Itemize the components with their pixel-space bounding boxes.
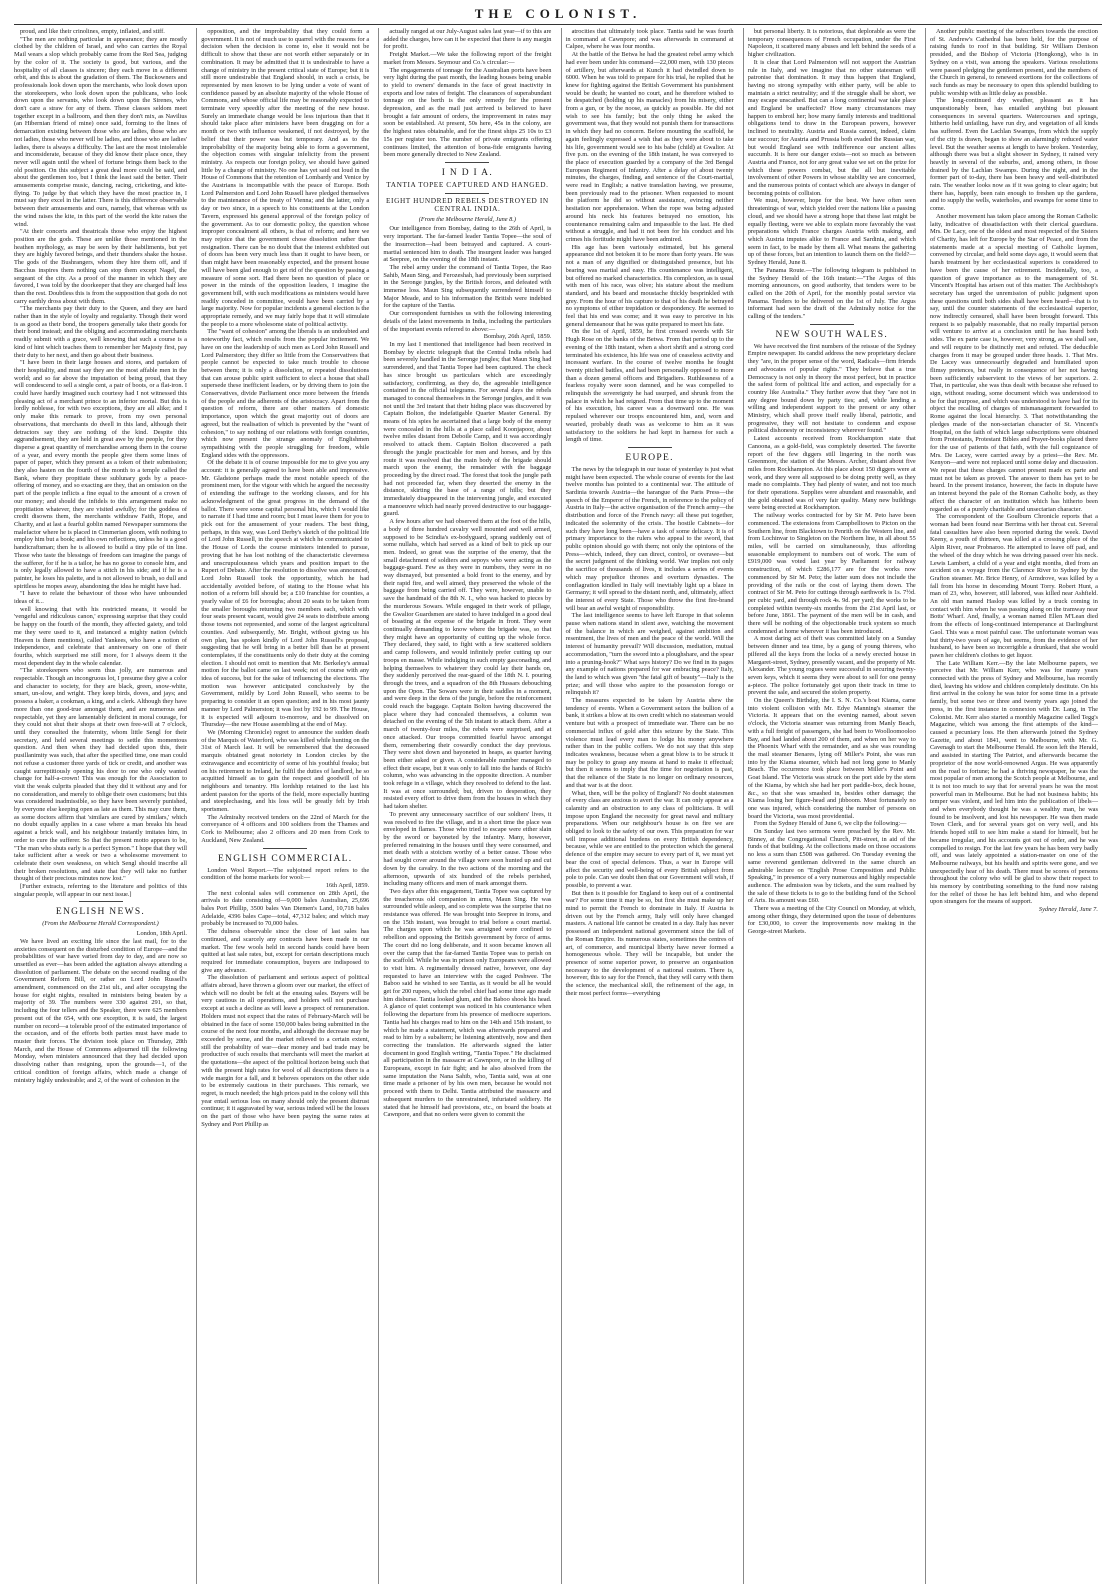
- paragraph: On the Queen's Birthday, the I. S. N. Co.'s boat Kiama, came into violent collision with Mr. Edye Manning's steamer the Victoria. It appears that on the evening named, about seven o'clock, the Victoria steamer was returning from Manly Beach, with a full freight of passengers, she had been to Woolloomooloo Bay, and had landed about 200 of them, and when on her way to the Phoenix Wharf with the remainder, and as she was rounding the mail steamer Benares, lying off Miller's Point, she was run into by the Kiama steamer, which had not long gone to Manly Beach. The occurrence took place between Miller's Point and Goat Island. The Victoria was struck on the port side by the stem of the Kiama, by which she had her port paddle-box, deck house, &c., so that she was smashed in, besides other damage; the Kiama losing her figure-head and jibboom. Most fortunately no one was injured, which considering the number of persons on board the Victoria, was most providential.: [747, 697, 916, 820]
- paragraph: On Sunday last two sermons were preached by the Rev. Mr. Binney, at the Congregational Church, Pitt-street, in aid of the funds of that building. At the collections made on those occasions no less a sum than £508 was gathered. On Tuesday evening the same reverend gentleman delivered in the same church an admirable lecture on "English Prose Composition and Public Speaking," in presence of a very numerous and highly respectable audience. The admission was by tickets, and the sum realised by the sale of these tickets is to go to the building fund of the School of Arts. Its amount was £60.: [747, 828, 916, 905]
- section-subheading: EIGHT HUNDRED REBELS DESTROYED IN CENTRAL INDIA.: [385, 195, 549, 214]
- paragraph: "At their concerts and theatricals those who enjoy the highest position are the gods. These are unlike those mentioned in the heathen mythology, as may be seen by their habiliments, but yet they are highly favored beings, and their thunders shake the house. The gods of the Bushrangers, whom they hire them off, and if Bacchus inspires them nothing can stop them except Nagel, the sergeant of the city. As a proof of the manner in which they are favored, I was told by the doorkeeper that they are charged half less than the rest. Doubtless this is from the supposition that gods do not carry earthly dross about with them.: [14, 228, 187, 305]
- paragraph: "I have to relate the behaviour of those who have unbounded ideas of it...: [14, 590, 187, 606]
- paragraph: London Wool Report.—The subjoined report refers to the condition of the home markets for wool:—: [201, 866, 370, 882]
- paragraph: [Further extracts, referring to the literature and politics of this singular people, will appear in our next issue.]: [14, 883, 187, 898]
- paragraph: The last intelligence seems to have left Europe in that solemn pause when nations stand in silent awe, watching the movement of the balance in which are weighed, against ambition and resentment, the lives of men and the peace of the world. Will the interest of humanity prevail? Will discussion, mediation, mutual accommodation, "turn the sword into a ploughshare, and the spear into a pruning-hook?" What says history? Do we find in its pages any example of nations prepared for war embracing peace? Italy, the land to which was given "the fatal gift of beauty"—Italy is the prize; and will those who aspire to the possession forego or relinquish it?: [565, 612, 734, 697]
- paragraph: well knowing that with his restricted means, it would be 'vengeful and ridiculous canon,' expressing surprise that they could be happy on the fourth of the month, they affected gaiety, and told me they were used to it, and instanced a mighty nation (which Heaven is them mentions), called Yankees, who have a notion of independence, and celebrate that anniversary on one of their fourths, which surprised me still more, for I always deem it the most dependent day in the whole calendar.: [14, 605, 187, 667]
- paragraph: There was a meeting of the City Council on Monday, at which, among other things, they determined upon the issue of debentures for £30,000, to cover the improvements now making in the George-street Markets.: [747, 905, 916, 936]
- paragraph: His age has been variously estimated, but his general appearance did not betoken it to be more than forty years. He was not a man of any dignified or distinguished presence, but his bearing was martial and easy. His countenance was intelligent, but offered no marked characteristics. His complexion, as is usual with men of his race, was olive; his stature about the medium standard, and his beard and moustache thickly besprinkled with grey. From the hour of his capture to that of his death he betrayed no symptoms of either trepidation or despondency. He seemed to feel that his end was come; and it was easy to perceive in his general demeanour that he was quite prepared to meet his fate.: [565, 243, 734, 328]
- paragraph: A most daring act of theft was committed lately on a Sunday between dinner and tea time, by a gang of young thieves, who pilfered all the keys from the locks of a newly erected house in Margaret-street, Sydney, presently vacant, and the property of Mr. Alexander. The young rogues were successful in securing twenty-seven keys, which it seems they were about to sell for one penny a-piece. The police fortunately got upon their track in time to prevent the sale, and secured the stolen property.: [747, 635, 916, 697]
- dateline: Bombay, 26th April, 1859.: [483, 333, 552, 341]
- paragraph: The rebel army under the command of Tantia Topee, the Rao Sahib, Maun Sing, and Ferozeshah, had previously been surprised in the Seronge jungles, by the British forces, and defeated with immense loss. Maun Sing subsequently surrendered himself to Major Meade, and to his information the British were indebted for the capture of the Tantia.: [383, 263, 552, 310]
- paragraph: "The merchants pay their duty to the Queen, and they are hard rather than in the style of loyalty and regularity. Though their word is as good as their bond, the troopers generally take their goods for their bond instead; and the obliging and accommodating merchants readily submit with a grace, well knowing that such a course is a kind of hint which teaches them to remember her Majesty first, pay their duty to her next, and then go about their business.: [14, 305, 187, 359]
- section-divider: [79, 901, 123, 902]
- paragraph: The railway works contracted for by Sir M. Peto have been commenced. The extensions from Campbelltown to Picton on the Southern line, from Blacktown to Penrith on the Western line, and from Lochinvar to Singleton on the Northern line, in all about 55 miles, will be carried on simultaneously, thus affording seasonable employment to numbers out of work. The sum of £919,000 was voted last year by Parliament for railway construction, of which £286,177 are for the works now commenced by Sir M. Peto; the latter sum does not include the providing of the rails or the cost of laying them down. The contract of Sir M. Peto for cuttings through earthwork is 1s. 7½d. per cubic yard, and through rock 4s. 9d. per yard; the works to be completed within twenty-six months from the 21st April last, or before June, 1861. The payment of the men will be in cash, and there will be nothing of the objectionable truck system so much condemned at home wherever it has been introduced.: [747, 512, 916, 635]
- dateline: London, 18th April.: [136, 930, 187, 938]
- paragraph: A few hours after we had observed them at the foot of the hills, a body of three hundred cavalry well mounted and well armed, supposed to be Scindia's ex-bodyguard, sprang suddenly out of some nullahs, which had served as a kind of belt to pick up our men. Indeed, so great was the surprise of the enemy, that the small detachment of soldiers and sepoys who were acting as the baggage-guard. Few as they were in numbers, they were in no way dismayed, but presented a bold front to the enemy, and by their rapid fire, and well aimed, they preserved the whole of the baggage from being carried off. They were, however, unable to save the handmaid of the 8th N. I., who was hacked to pieces by the murderous Sowars. While engaged in their work of pillage, the Gwalior Guardsmen are stated to have indulged in a good deal of boasting at the expense of the brigade in front. They were continually demanding to know where the brigade was, so that they might have an opportunity of cutting up the whole force. They declared, they said, to fight with a few scattered soldiers and camp followers, and would infinitely prefer cutting up our troops en masse. While indulging in such empty gasconading, and helping themselves to whatever they could lay their hands on, they suddenly perceived the rear-guard of the 18th N. I. pouring through the trees, and a squadron of the 8th Hussars debouching upon the Opon. The Sowars were in their saddles in a moment, and were deep in the dens of the jungle, before the reinforcement could reach the baggage. Captain Bolton having discovered the place where they had concealed themselves, a column was detached on the evening of the 5th instant to attack them. After a march of twenty-four miles, the rebels were surprised, and at once attacked. Our troops committed fearful havoc amongst them, remembering their cowardly conduct the day previous. They were shot down and bayoneted in heaps, as quarter having been either asked or given. A considerable number managed to effect their escape, but it was only to fall into the hands of Rich's column, who was advancing in the opposite direction. A number took refuge in a village, which they resolved to defend to the last. It was at once surrounded; but, driven to desperation, they resisted every effort to drive them from the houses in which they had taken shelter.: [383, 518, 552, 811]
- paragraph: On the 1st of April, 1859, he first crossed swords with Sir Hugh Rose on the banks of the Betwa. From that period up to the evening of the 18th instant, when a short shrift and a strong cord terminated his existence, his life was one of ceaseless activity and incessant warfare. In the course of twelve months he fought twenty pitched battles, and had been personally opposed to more than a dozen general officers and Brigadiers. Ruthlessness of a fearless royalty were soon damned, and he was compelled to relinquish the sovereignty he had usurped, and shrunk from the palace in which he had reigned. From that time up to the moment of his execution, his career was a downward one. He was repulsed wherever our troops encountered him, and, worn and wearied, probably death was as welcome to him as it was satisfactory to the soldiers he had kept in harness for such a length of time.: [565, 328, 734, 444]
- paragraph: The Late William Kerr.—By the late Melbourne papers, we perceive that Mr. William Kerr, who was for many years connected with the press of Sydney and Melbourne, has recently died, leaving his widow and children completely destitute. On his first arrival in the colony he was tutor for some time in a private family, but some two or three and twenty years ago joined the press, in the first instance in connexion with Dr. Lang, in The Colonist. Mr. Kerr also started a monthly Magazine called Tegg's Magazine, which was among the first attempts of the kind—caused a pecuniary loss. He then afterwards joined the Sydney Gazette, and about 1841, went to Melbourne, with Mr. G. Cavenagh to start the Melbourne Herald. He soon left the Herald, and assisted in starting The Patriot, and afterwards became the proprietor of the now world-renowned Argus. He was apparently on the road to fortune; he had a thriving newspaper, he was the most popular of men among the Scotch people at Melbourne, and it is not too much to say that for several years he was the most powerful man in Melbourne. But he had not business habits; his temper was violent, and led him into the publication of libels—and when everybody thought he was a wealthy man, he was found to be insolvent, and lost his newspaper. He was then made Town Clerk, and for several years got on very well, and his friends hoped still to see him make a stand for himself, but he became irregular, and his accounts got out of order, and he was compelled to resign. For the last few years he has been very badly off, and was lately appointed a station-master on one of the Melbourne railways, but his health and spirits were gone, and we unexpectedly hear of his death. There must be scores of persons throughout the colony who will be glad to show their respect to his memory by contributing something to the fund now raising for the relief of those he has left behind him, and who depend upon strangers for the means of support.: [929, 659, 1098, 906]
- dateline: 16th April, 1859.: [325, 881, 370, 889]
- paragraph: What, then, will be the policy of England? No doubt statesmen of every class are anxious to avert the war. It can only appear as a calamity and an obstruction to any class of politicians. It will impose upon England the necessity for great naval and military preparations. When our neighbour's house is on fire we are obliged to look to the safety of our own. This preparation for war will impose additional burdens on every British dependency, because, while we are entitled to the protection which the general defence of the empire may secure to every part of it, we must yet bear the cost of special defences. Thus, a war in Europe will affect the security and well-being of every British subject from pole to pole. Can we doubt then that our Government will wish, if possible, to prevent a war.: [565, 789, 734, 889]
- paragraph: It is clear that Lord Palmerston will not support the Austrian rule in Italy, and we imagine that no other statesman will patronise that domination. It may thus happen that England, having no strong sympathy with either party, will be able to maintain a strict neutrality; and if the struggle shall be short, we may escape unscathed. But can a long continental war take place and England be unaffected? How many circumstances may happen to embroil her; how many family interests and traditional obligations tend to draw in the European powers, however inclined to neutrality. Austria and Russia cannot, indeed, claim our succour; for Austria and Prussia both evaded the Russian war, but would England see with indifference our ancient allies succumb. It is here our danger exists—not so much as between Austria and France, not for any great value we set on the prize for which these powers combat, but the all but inevitable involvement of other Powers in whose stability we are concerned, and the numerous points of contact which are always in danger of becoming points of collision.: [747, 58, 916, 197]
- paragraph: The correspondent of the Goulburn Chronicle reports that a woman had been found near Berrima with her throat cut. Several fatal casualties have also been reported during the week. David Keeny, a youth of thirteen, was killed at a crossing place of the Alpin River, near Probnaroo. He attempted to leave off pad, and the wheel of the dray which he was driving passed over his neck. Lewis Lambert, a child of a year and eight months, died from an accident on a voyage from the Clarence River to Sydney by the Grafton steamer. Mr. Brice Henry, of Armdrove, was killed by a fall from his horse in descending Mount Torry. Robert Hunt, a man of 23, who, however, still labored, was killed near Ashfield. An old man named Haslop was killed by a truck coming in contact with him when he was passing along on the tramway near Botts' Wharf. And, finally, a woman named Ellen M'Lean died from the effects of long-continued intemperance at Darlinghurst Gaol. This was a most painful case. The unfortunate woman was but thirty-two years of age, but seems, from the evidence of her husband, to have been so incorrigible a drunkard, that she would pawn her children's clothes to get liquor.: [929, 513, 1098, 659]
- section-divider: [445, 193, 489, 194]
- paragraph: The dissolution of parliament and serious aspect of political affairs abroad, have thrown a gloom over our market, the effect of which will no doubt be felt at the ensuing sales. Buyers will be very cautious in all operations, and holders will not purchase except at such a decline as will leave a prospect of remuneration. Holders must not expect that the rates of February-March will be obtained in the face of some 150,000 bales being submitted in the course of the next four months, and although the decrease may be exceeded by some, and the market relieved to a certain extent, still the probability of war—dear money and bad trade may be productive of such results that merchants will meet the market at the quotations—the aspect of the political horizon being such that with the present high rates for wool of all descriptions there is a wide margin for a fall, and it behoves operators on the other side to be extremely cautious in their purchases. This remark, we regret, is much needed; the high prices paid in the colony will this year entail serious loss on many should only the present distrust continue; it it aggravated by war, serious indeed will be the losses on the part of those who have been paying the same rates at Sydney and Port Phillip as: [201, 974, 370, 1128]
- article-columns: [14, 28, 1102, 1584]
- paragraph: Freight Market.—We take the following report of the freight market from Messrs. Seymour and Co.'s circular:—: [383, 51, 552, 66]
- paragraph: We must, however, hope for the best. We have often seen threatenings of war, which yielded over the nations like a passing cloud, and we should have a strong hope that these last might be equally fleeting, were we able to explain more favorably the vast preparations which France charges Austria with making, and which Austria imputes alike to France and Sardinia, and which seem in fact, to be made by them all. What means the gathering up of these forces, but an intention to launch them on the field?—Sydney Herald, June 8.: [747, 197, 916, 267]
- news-column-1: [14, 28, 191, 1584]
- section-divider: [810, 324, 854, 325]
- paragraph: The Admiralty received tenders on the 22nd of March for the conveyance of 4 officers and 100 soldiers from the Thames and Cork to Melbourne; also 2 officers and 20 men from Cork to Auckland, New Zealand.: [201, 813, 370, 844]
- paragraph: "The storekeepers who seem thus jolly, are numerous and respectable. Though an incongruous lot, I presume they give a color and character to society, for they are black, green, snow-white, smart, un-slow, and wright. They keep birds, doves, and jays; and possess a baker, a cookman, a king, and a clerk. Although they have more than one good-true amongst them, and are numerous and respectable, yet they are lamentably deficient in moral courage, for they could not shut their shops at their own free-will at 7 o'clock, until they consulted the fraternity, whom little Sengl for their secretary, and held several meetings to settle this momentous question. And then when they had decided upon this, their pusillanimity was such, that after the specified time, one man could not refuse a customer three yards of tick or credit, and another was caught surreptitiously opening his door to one who only wanted change for half-a-crown! This was enough for the Association to visit the weak culprits pleaded that they did it without any and for no consideration, and merely to oblige their own customers; but this was considered inadmissible, so they have been severely punished, by everyone else keeping open as late as them. This may cure them, as some doctors affirm that 'similars are cured by similars,' which no doubt equally applies in a case where a man breaks his head against a brick wall, and his neighbour instantly imitates him, in order to cure the sufferer. So that the present motto appears to be, "The man who shuts early is a perfect Symon." I hope that they will take sufficient after a week or two a wholesome movement to celebrate their own weakness, on which Sengl should inscribe all their broken resolutions, and state that they will take no further thought of their precious minutes now lost.": [14, 667, 187, 883]
- paragraph: The measures expected to be taken by Austria shew the tendency of events. When a Government seizes the bullion of a bank, it strikes a blow at its own credit which no statesman would venture but with a prospect of immediate war. There can be no commercial influx of gold after this seizure by the State. This violence must lead every man to lodge his money anywhere rather than in the public coffers. We do not say that this step indicates weakness, because when a great blow is to be struck it may be policy to grasp any means at hand to make it effectual; but then it seems to imply that the time for negotiation is past, that the reliance of the State is no longer on ordinary resources, and that war is at the door.: [565, 697, 734, 789]
- section-heading: EUROPE.: [625, 452, 674, 463]
- section-divider: [445, 162, 489, 163]
- paragraph: The dulness observable since the close of last sales has continued, and scarcely any contracts have been made in our market. The few wools held in second hands could have been quitted at last sale rates, but, except for certain descriptions much required for immediate consumption, buyers are indisposed to give any advance.: [201, 928, 370, 974]
- paragraph: At the battle of the Betwa he had the greatest rebel army which had ever been under his command—22,000 men, with 130 pieces of artillery, but afterwards at Kunch it had dwindled down to 6000. When he was told to prepare for his trial, he replied that he knew for fighting against the British Government his punishment would be death; he wanted no court, and he therefore wished to be despatched (holding up his manacles) from his misery, either from a gun, or by the noose, as quickly as possible. He did not wish to see his family; but the only thing he asked the government was, that they would not punish them for transactions in which they had no concern. Before mounting the scaffold, he again feelingly expressed a wish that as they were about to take his life, government would see to his babe (child) at Gwalior. At five p.m. on the evening of the 18th instant, he was conveyed to the place of execution guarded by a company of the 3rd Bengal European Regiment of Infantry. After a delay of about twenty minutes, the charges, finding, and sentence of the Court-martial, were read in English; a native translation having, we presume, been previously read to the prisoner. When requested to mount the platform he did so without assistance, evincing neither hesitation nor apprehension. When the rope was being adjusted around his neck his features betrayed no emotion, his countenance remaining calm and impassible to the last. He died without a struggle, and had it not been for his conduct and his crimes his fortitude might have been admired.: [565, 51, 734, 243]
- paragraph: The engagements of tonnage for the Australian ports have been very light during the past month, the leading houses being unable to yield to owners' demands in the face of great inactivity in exports and low rates of freight. The clearances of superabundant tonnage on the berth is the only remedy for the present depression, and as the mail just arrived is believed to have brought a fair amount of orders, the improvement in rates may soon be established. At present, 50s here, 45s in the colony, are the highest rates obtainable, and for the finest ships 25 10s to £3 15s per register ton. The number of private emigrants offering continues limited, the attention of bona-fide emigrants having been more generally directed to New Zealand.: [383, 66, 552, 159]
- news-column-5: [743, 28, 920, 1584]
- paragraph: The long-continued dry weather, pleasant as it has unquestionably been, has entailed anything but pleasant consequences in several quarters. Watercourses and springs, hitherto held unfailing, have run dry, and vegetation of all kinds has suffered. Even the Lachlan Swamps, from which the supply of the city is drawn, began to show an alarmingly reduced water level. But the weather seems at length to have broken. Yesterday, although there was but a slight shower in Sydney, it rained very heavily in several of the suburbs, and, among others, in those drained by the Lachlan Swamps. During the night, and in the former part of to-day, there has been heavy and well-distributed rain. The weather looks now as if it was going to clear again; but there has, happily, been rain enough to freshen up the gardens, and to supply the wells, waterholes, and swamps for some time to come.: [929, 97, 1098, 213]
- section-heading: I N D I A.: [441, 167, 493, 178]
- paragraph: The Panama Route.—The following telegram is published in the Sydney Herald of the 16th instant:—"The Argus of this morning announces, on good authority, that tenders were to be called on the 20th of April, for the monthly postal service via Panama. Tenders to be delivered on the 1st of July. The Argus informant had seen the draft of the Admiralty notice for the calling of the tenders.": [747, 266, 916, 321]
- paragraph: Latest accounts received from Rockhampton state that Canoona, as a gold-field, was completely deserted. The favorite report of the few diggers still lingering in the north was Greenmore, the station of the Messrs. Archer, distant about five miles from Rockhampton. At this place about 150 diggers were at work, and they were all supposed to be doing pretty well, as they made no complaints. They had plenty of water, and not too much for their operations. Supplies were abundant and reasonable, and the gold obtained was of very fair quality. Many new buildings were being erected at Rockhampton.: [747, 435, 916, 512]
- paragraph: Our intelligence from Bombay, dating to the 26th of April, is very important. The far-famed leader Tantia Topee—the soul of the insurrection—had been betrayed and captured. A court-martial sentenced him to death. The insurgent leader was hanged at Seepree, on the evening of the 18th instant.: [383, 225, 552, 264]
- source-signature: Sydney Herald, June 7.: [1038, 906, 1098, 914]
- section-heading: ENGLISH COMMERCIAL.: [217, 853, 353, 864]
- paragraph: "The men are nothing particular in appearance; they are mostly clothed by the children of Israel, and who can carries the Royal Mail wears a slop which probably came from the Red Sea, judging by the color of it. The society is good, but various, and the hospitality of all classes is sincere; they each move in a different orbit, and this is about the gradation of them. The Buckowners and professionals look down upon the merchants, who look down upon the storekeepers, who look down upon the publicans, who look down upon the servants, who look down upon the Sirenes, who don't care a straw for any of them. These classes seldom meet together except in a ballroom, and then they don't mix, as Navilius (an Hibernian friend of mine) once said, forming to the lines of demarcation existing between those who are ladies, those who are not ladies, those who never will be ladies, and those who are ladies' ladies, there is always a difficulty. The last are the most intolerable and inconsiderate, because of they did know their place once, they never will again until the wheel of fortune brings them back to the old position. On this subject a great deal more could be said, and about the gentlemen too, but I think the least said the better. Their amusements comprise music, dancing, racing, cricketing, and kite-flying. To judge by that which they have the most practice in, I must say they excel in the latter. There is this difference observable between their amusements and ours, namely, that whereas with us the wind raises the kite, in this part of the world the kite raises the wind.: [14, 35, 187, 228]
- source-byline: (From the Melbourne Herald Correspondent.): [42, 920, 159, 928]
- paragraph: The "want of cohesion" among the liberals is an undoubted and noteworthy fact, which results from the popular incitement. We have on one the leadership of such men as Lord John Russell and Lord Palmerston; they differ so little from the Conservatives that people cannot be expected to take much trouble to choose between them; it is only a dissolution, or repeated dissolutions that can arouse public spirit sufficient to elect a house that shall supersede these inefficient leaders, or by driving them to join the Conservatives, divide Parliament once more between the friends of the people and the adherents of the aristocracy. Apart from the question of reform, there are other matters of domestic importance, upon which the great majority out of doors are agreed, but the realisation of which is prevented by the "want of cohesion," to say nothing of our relations with foreign countries, which now present the strange anomaly of Englishmen sympathising with the people struggling for freedom, while England sides with the oppressors.: [201, 328, 370, 459]
- paragraph: Another movement has taken place among the Roman Catholic laity, indicative of dissatisfaction with their clerical guardians. Mrs. De Lacy, one of the oldest and most respected of the Sisters of Charity, has left for Europe by the Star of Peace, and from the statements made at a special meeting of Catholic laymen, convened by circular, and held some days ago, it would seem that harsh treatment by her ecclesiastical superiors is considered to have been the cause of her retirement. Incidentally, too, a question of grave importance as to the management of St. Vincent's Hospital has arisen out of this matter. The Archbishop's secretary has urged the unremission of public judgment upon these questions until both sides shall have been heard—that is to say, until the counter statements of the ecclesiastical superior, now indirectly censured, shall have been brought forward. This request is so palpably reasonable, that no really impartial person will venture to arrive at a conclusion until he has heard both sides. The ex parte case is, however, very strong, as we shall see, and will require to be distinctly met and refuted. The deducible charges from it may be grouped under three heads. 1. That Mrs. De Lacey was unnecessarily degraded and humiliated upon flimsy pretences, but really in consequence of her not having been sufficiently subservient to the views of her superiors. 2. That, in particular, she was thus dealt with because she refused to sign, without reading, some document which was understood to be for that purpose, and which was understood to have had for its object the recalling of charges of mismanagement forwarded to Rome against the local hierarchy. 3. That notwithstanding the pledges made of the non-sectarian character of St. Vincent's Hospital, on the faith of which large subscriptions were obtained from Protestants, Protestant Bibles and Prayer-books placed there for the use of patients of that faith, with the full cognizance of Mrs. De Lacey, were carried away by a priest—the Rev. Mr. Kenyon—and were not replaced until some delay and discussion. We repeat that these charges cannot present made ex parte and must not be taken as proved. The answer to them has yet to be heard. In the present instance, however, the facts in dispute have an interest beyond the pale of the Roman Catholic body, as they affect the character of an institution which has hitherto been regarded as of a purely charitable and unsectarian character.: [929, 212, 1098, 513]
- masthead-title: THE COLONIST.: [474, 6, 642, 21]
- news-column-4: [561, 28, 738, 1584]
- paragraph: We (Morning Chronicle) regret to announce the sudden death of the Marquis of Waterford, who was killed while hunting on the 31st of March last. It will be remembered that the deceased marquis obtained great notoriety in London circles by the extravagance and eccentricity of some of his youthful freaks; but on his retirement to Ireland, he fulfil the duties of landlord, he so acquitted himself as to gain the respect and goodwill of his neighbours and tenantry. His lordship retained to the last his ardent passion for the sports of the field, more especially hunting and steeplechasing, and his loss will be greatly felt by Irish sportsmen.: [201, 728, 370, 814]
- paragraph: Another public meeting of the subscribers towards the erection of St. Andrew's Cathedral has been held, for the purpose of raising funds to roof in that building. Sir William Denison presided, and the Bishop of Victoria (Hongkong), who is in Sydney on a visit, was among the speakers. Various resolutions were passed pledging the gentlemen present, and the members of the Church in general, to renewed exertions for the collections of such funds as may be necessary to open this splendid building to public worship with as little delay as possible.: [929, 28, 1098, 97]
- paragraph: From the Sydney Herald of June 6, we clip the following:—: [753, 820, 907, 828]
- section-heading: NEW SOUTH WALES.: [775, 329, 889, 340]
- paragraph: opposition, and the improbability that they could form a government. It is not of much use to quarrel with the reasons for a decision when the decision is come to, else it would not be difficult to show that these are not worth either separately or in combination. It may be admitted that it is undesirable to have a change of ministry in the present critical state of Europe; but it is still more undesirable that England should, in such a crisis, be represented by men known to be lying under a vote of want of confidence passed by an absolute majority of the whole House of Commons, and whose official life may be reasonably expected to terminate very speedily after the meeting of the new house. Surely an immediate change would be less injurious than that it should take place after ministers have been dragging on for a month or two with influence weakened, if not destroyed, by the belief that their power was but temporary. And as to the improbability of the majority being able to form a government, the objection comes with singular infelicity from the present ministry. As respects our foreign policy, we should have gained little by a change of ministry. No one has yet said out loud in the House of Commons that the retention of Lombardy and Venice by the Austrians is incompatible with the peace of Europe. Both Lord Palmerston and Lord John Russell have pledged themselves to the maintenance of the treaty of Vienna; and the latter, only a day or two since, in a speech to his constituents at the London Tavern, expressed his general approval of the foreign policy of the government. As to our domestic policy, the question whose improper concealment all others, is that of reform; and here we may rejoice that the government chose dissolution rather than resignation. There can be no doubt that the interest exhibited out of doors has been very much less than it ought to have been, or than might have been reasonably expected, and the present house will have been glad enough to get rid of the question by passing a measure of some sort. Had there been no question of place or power in the minds of the opposition leaders, I imagine the government bill, with such modifications as ministers would have readily conceded in committee, would have been carried by a large majority. Now for popular incidents a general election is the appropriate remedy, and we may fairly hope that it will stimulate the people to a more wholesome state of political activity.: [201, 28, 370, 328]
- paragraph: proud, and like their crinolines, empty, inflated, and stiff.: [20, 28, 165, 35]
- section-heading: ENGLISH NEWS.: [55, 907, 146, 918]
- masthead-rule: [14, 24, 1102, 25]
- paragraph: actually ranged at our July-August sales last year—if to this are added the charges, how can it be expected that there is any margin for profit.: [383, 28, 552, 51]
- paragraph: In my last I mentioned that intelligence had been received in Bombay by electric telegraph that the Central India rebels had been severely handled in the Seronge jungles; that Maun Sing had surrendered, and that Tantia Topee had been captured. The check has since brought us particulars which are exceedingly satisfactory, confirming, as they do, the agreeable intelligence contained in the official telegrams. For several days the rebels managed to conceal themselves in the Seronge jungles, and it was not until the 3rd instant that their hiding place was discovered by Captain Bolton, the indefatigable Quarter Master General. By means of his spies he ascertained that a large body of the enemy were concealed in the hills at a place called Koonjapoor, about twelve miles distant from Deboile Camp, and it was accordingly resolved to attack them. Captain Bolton discovered a path through the jungle practicable for men and horses, and by this route it was resolved that the main body of the brigade should march upon the enemy, the remainder with the baggage proceeding by the direct road. The forest that took the jungle path had not proceeded far, when they deserted the enemy in the distance, skirting the base of a range of hills; but they immediately disappeared in the intervening jungle, and executed a manoeuvre which had nearly proved destructive to our baggage-guard.: [383, 340, 552, 518]
- news-column-6: [925, 28, 1102, 1584]
- paragraph: But then is it possible for England to keep out of a continental war? For some time it may be so, but first she must make up her mind to permit the French to dominate in Italy. If Austria is driven out by the French army, Italy will only have changed masters. A national life cannot be created in a day. Italy has never possessed an independent national government since the fall of the Roman Empire. Its numerous states, sometimes the centres of art, of commerce, and municipal liberty have never formed a homogeneous whole. They will be incapable, but under the presence of some superior power, to preserve an organisation necessary to the development of a national custom. There is, however, this to say for the French, that they will carry with them the science, the mechanical skill, the refinement of the age, in their most perfect forms—everything: [565, 889, 734, 997]
- paragraph: The news by the telegraph in our issue of yesterday is just what might have been expected. The whole course of events for the last twelve months has pointed to a continental war. The attitude of Sardinia towards Austria—the harangue of the Paris Press—the speech of the Emperor of the French, in reference to the policy of Austria in Italy—the active organisation of the French army—the distribution and force of the French navy: all these put together, indicated the solemnity of the crisis. The hostile Cabinets—for such they have long been—have a task of some delicacy. It is of primary importance to the rulers who appeal to the sword, that public opinion should go with them; not only the opinions of the Press—which, indeed, they can direct, control, or overawe—but the secret judgment of the thinking world. War implies not only the sacrifice of thousands of lives, it includes a series of events which may prejudice thrones and overturn dynasties. The conflagration kindled in Italy will inevitably light up a blaze in Germany; it will spread to the distant north, and, ultimately, affect the interest of every State. Those who throw the first fire-brand will bear an awful weight of responsibility.: [565, 465, 734, 612]
- section-divider: [263, 848, 307, 849]
- source-byline: (From the Melbourne Herald, June 8.): [418, 215, 516, 223]
- paragraph: but personal liberty. It is notorious, that deplorable as were the temporary consequences of French occupation, under the First Napoleon, it scattered many abuses and left behind the seeds of a higher civilization.: [747, 28, 916, 59]
- paragraph: We have lived an exciting life since the last mail, for to the anxieties consequent on the disturbed condition of Europe—and the probabilities of war have varied from day to day, and are now so unsettled as ever—has been added the agitation always attending a dissolution of parliament. The debate on the second reading of the Government Reform Bill, or rather on Lord John Russell's amendment, commenced on the 21st ult., and after occupying the house for eight nights, resulted in ministers being beaten by a majority of 39. The numbers were 330 against 291, so that, including the four tellers and the Speaker, there were 625 members present out of the 654, with one exception, it is said, the largest number on record—a tolerable proof of the estimated importance of the occasion, and of the efforts both parties must have made to muster their forces. The division took place on Thursday, 28th March, and the House of Commons adjourned till the following Monday, when ministers announced that they had decided upon dissolving rather than resigning, upon the grounds—1, of the critical condition of foreign affairs, which made a change of ministry highly undesirable; and 2, of the want of cohesion in the: [14, 937, 187, 1084]
- paragraph: "I have been in their large houses and stores, and partaken of their hospitality, and must say they are the most affable men in the world; and so far above the imputation of being proud, that they will condescend to sell a single cent, a pair of boots, or a flat-iron. I could have hardly imagined such courtesy had I not witnessed this pleasing act of a merchant prince to an inferior mortal. But this is lordly noblesse, for with two exceptions, they are all alike; and I only make this remark to prove, from my own personal observations, that merchants do dwell in this land, although their detractors say they are nothing of the kind. Despite this aggrandisement, they are held in great awe by the people, for they disperse a great quantity of merchandise among them in the course of a year, and every month the people give them some lines of paper of paper, which they present as a token of their submission; they also hasten on the fourth of the month to a temple called the Bank, where they propitiate these sublunary gods by a peace-offering of money, and so exacting are they, that an omission on the part of the people inflicts a fine equal to the amount of a crown of our money; and should the infidels to this arrangement make no propitiation whatever, they are visited awfully; for the goddess of credit disowns them, the merchants withdraw Faith, Hope, and Charity, and at last a fearful goblin named Newspaper summons the malefactor where he is placed in Cimmerian gloom, with nothing to employ him but a book; and his own reflections, unless he is a good handicraftsman; then he is allowed to build a tiny pile of tin line. Those who taste the blessings of freedom can imagine the pangs of the sufferer, for if he is a tailor, he has no goose to console him, and is only legally allowed to have a stitch in his side; and if he is a painter, he loses his palette, and is not allowed to brush, so dull and spiritless he mopes away, abandoning the idea he might have had.: [14, 359, 187, 590]
- paragraph: Two days after this engagement, Tantia Topee was captured by the treacherous old companion in arms, Maun Sing. He was surrounded while asleep, and so complete was the surprise that no resistance was offered. He was brought into Seepree in irons, and on the 15th instant, was brought to trial before a court martial. The charges upon which he was arraigned were confined to rebellion and opposing the British government by force of arms. The court did no long deliberate, and it soon became known all over the camp that the far-famed Tantia Topee was to perish on the scaffold. While he was in prison only Europeans were allowed to visit him. A regimentally dressed native, however, one day requested to have an interview with the caged Peshwee. The Baboo said he wished to see Tantia, as it would be all he would get for 200 rupees, which the rebel chief had some time ago made him disburse. Tantia looked glum, and the Baboo shook his head. A glance of quiet contempt was noticed in his countenance when following the departure from his presence of mediocre superiors. Tantia had his charges read to him on the 14th and 15th instant, to which he made a statement, which was afterwards prepared and read to him by a subaltern; he listening attentively, now and then correcting the translation. He afterwards signed the latter document in good English writing, "Tantia Topee." He disclaimed all participation in the massacre at Cawnpore, or in the killing of Europeans, except in fair fight; and he also absolved from the same imputation the Nana Sahib, who, Tantia said, was at one time made a prisoner of by his own men, because he would not proceed with them to Delhi. Tantia attributed the massacre and subsequent murders to the unrestrained, infuriated soldiery. He stated that he himself had provisions, etc., on board the boats at Cawnpore, and that no orders were given to commit the: [383, 887, 552, 1119]
- paragraph: To prevent any unnecessary sacrifice of our soldiers' lives, it was resolved to fire the village, and in a short time the place was enveloped in flames. Those who tried to escape were either slain by the sword or bayoneted by the infantry. Many, however, preferred remaining in the houses until they were consumed, and met death with a stoicism worthy of a better cause. Those who had sought cover around the village were soon hunted up and cut down by the cavalry. In the two actions of the morning and the afternoon, upwards of six hundred of the rebels perished, including many officers and men of mark amongst them.: [383, 810, 552, 888]
- paragraph: The next colonial sales will commence on 28th April, the arrivals to date consisting of—9,000 bales Australian, 25,696 bales Port Phillip, 3500 bales Van Diemen's Land, 10,718 bales Adelaide, 4396 bales Cape—total, 47,312 bales; and which may probably be increased to 70,000 bales.: [201, 889, 370, 928]
- paragraph: Of the debate it is of course impossible for me to give you any account: it is generally agreed to have been able and impressive. Mr. Gladstone perhaps made the most notable speech of the prominent men, for the vigour with which he argued the necessity of extending the suffrage to the working classes, and for his acknowledgment of the great progress in the demand of the ballot. There were some capital personal hits, which I would like to narrate if I had time and room; but I must leave them for you to pick out for the amusement of your readers. The best thing, perhaps, in this way, was Lord Derby's sketch of the political life of Lord John Russell, in the speech at which he communicated to the House of Lords the course ministers intended to pursue, proving that he has lost nothing of the characteristic cleverness and unscrupulousness which years and position impart to the Rupert of Debate. After the resolution to dissolve was announced, Lord John Russell took the opportunity, which he had accidentally avoided before, of stating to the House what his notion of a reform bill should be; a £10 franchise for counties, a yearly value of £6 for boroughs; about 20 seats to be taken from the smaller boroughs returning two members each, which with four seats present vacant, would give 24 seats to distribute among those towns not represented, and some of the largest agricultural counties. And subsequently, Mr. Bright, without giving us his own plan, has spoken kindly of Lord John Russell's proposal, suggesting that he will bring in a better bill than he at present contemplates, if the constituents only do their duty at the coming election. I should not omit to mention that Mr. Berkeley's annual motion for the ballot came on last week; not of course with any idea of success, but for the sake of influencing the elections. The motion was however anticipated conclusively by the Government, mildly by Lord John Russell, who seems to be preparing to consider it an open question; and in his most jaunty manner by Lord Palmerston; it was lost by 192 to 99. The House, it is expected will adjourn to-morrow, and be dissolved on Thursday—the new House assembling at the end of May.: [201, 459, 370, 729]
- section-subheading: TANTIA TOPEE CAPTURED AND HANGED.: [386, 179, 549, 189]
- news-column-2: [196, 28, 373, 1584]
- paragraph: We have received the first numbers of the reissue of the Sydney Empire newspaper. Its candid address the new proprietary declare they "are, in the proper sense of the word, Radicals—firm friends and advocates of popular rights." They believe that a true Democracy is not only in theory the most perfect, but in practice the safest form of political life and action, and especially for a country like Australia." They further avow that they "are not in any degree bound down by party ties; and, while lending a willing and independent support to the present or any other Ministry, which shall prove itself really liberal, patriotic, and progressive, they will not hesitate to condemn and expose political dishonesty or inconsistency wherever found.": [747, 342, 916, 435]
- paragraph: Our correspondent furnishes us with the following interesting details of the latest movements in India, including the particulars of the important events referred to above:—: [383, 310, 552, 333]
- section-divider: [628, 447, 672, 448]
- paragraph: atrocities that ultimately took place. Tantia said he was fourth in command at Cawnpore; and was afterwards in command at Calpee, where he was four months.: [565, 28, 734, 51]
- news-column-3: [378, 28, 555, 1584]
